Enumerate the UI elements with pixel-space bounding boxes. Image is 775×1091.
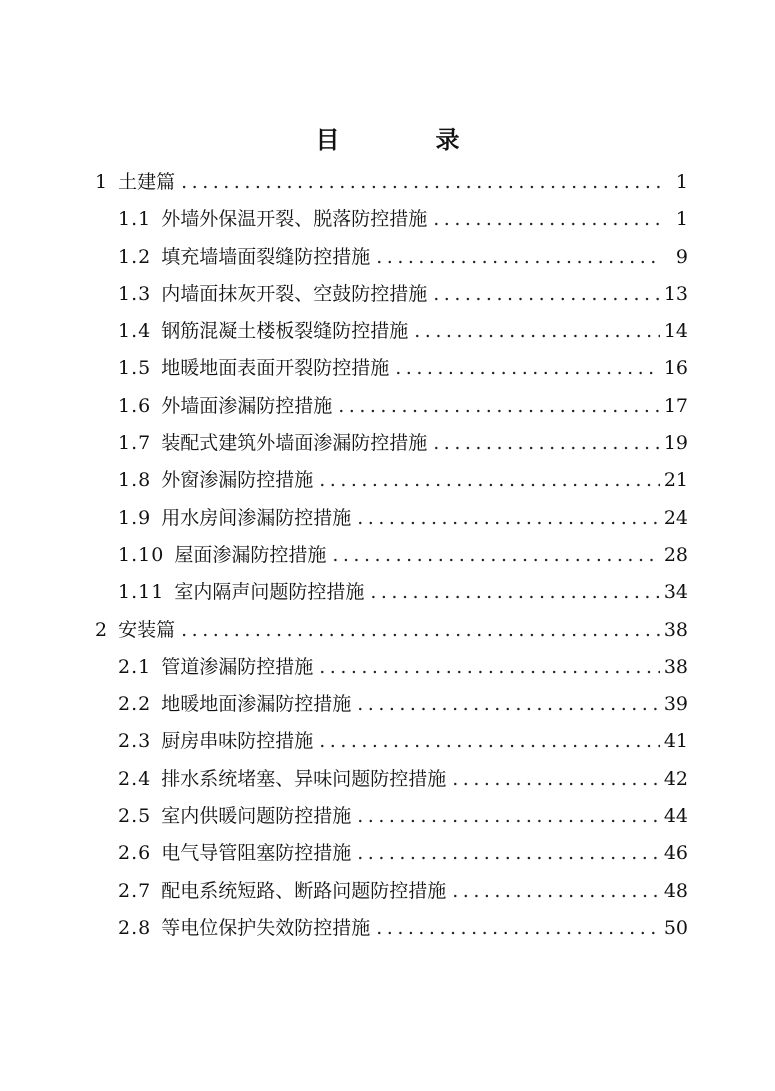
toc-entry-number: 2.5 xyxy=(118,805,152,828)
toc-entry-page-number: 48 xyxy=(663,879,688,902)
toc-dot-leader xyxy=(319,723,660,760)
toc-entry-title: 地暖地面表面开裂防控措施 xyxy=(161,357,390,380)
toc-dot-leader xyxy=(433,425,660,462)
toc-entry-number: 2.4 xyxy=(118,767,152,790)
toc-entry-number: 1.7 xyxy=(118,432,152,455)
toc-entry-page-number: 16 xyxy=(663,357,688,380)
toc-entry[interactable] xyxy=(95,574,688,611)
toc-entry[interactable] xyxy=(95,873,688,910)
toc-entry-number: 1.5 xyxy=(118,357,152,380)
toc-entry-number: 2.1 xyxy=(118,655,152,678)
toc-dot-leader xyxy=(181,164,662,201)
toc-dot-leader xyxy=(319,462,660,499)
toc-entry-title: 土建篇 xyxy=(118,171,176,193)
toc-entry[interactable] xyxy=(95,313,688,350)
toc-entry[interactable] xyxy=(95,686,688,723)
toc-entry[interactable] xyxy=(95,761,688,798)
toc-dot-leader xyxy=(319,649,660,686)
toc-entry[interactable] xyxy=(95,350,688,387)
toc-entry-number: 2.3 xyxy=(118,730,152,753)
toc-entry-number: 2.8 xyxy=(118,916,152,939)
toc-entry-page-number: 38 xyxy=(663,655,688,678)
toc-list xyxy=(95,164,688,947)
toc-dot-leader xyxy=(357,798,660,835)
toc-entry-number: 2.7 xyxy=(118,879,152,902)
toc-entry-number: 1.2 xyxy=(118,245,152,268)
toc-entry-page-number: 50 xyxy=(663,916,688,939)
toc-entry-page-number: 1 xyxy=(675,171,688,193)
toc-entry[interactable] xyxy=(95,649,688,686)
toc-entry[interactable] xyxy=(95,201,688,238)
toc-entry-page-number: 1 xyxy=(675,208,688,231)
toc-dot-leader xyxy=(357,500,660,537)
toc-entry-title: 电气导管阻塞防控措施 xyxy=(161,842,352,865)
toc-entry-title: 用水房间渗漏防控措施 xyxy=(161,506,352,529)
toc-entry-title: 外墙外保温开裂、脱落防控措施 xyxy=(161,208,428,231)
toc-entry-number: 1.11 xyxy=(118,581,165,604)
toc-entry[interactable] xyxy=(95,276,688,313)
toc-entry[interactable] xyxy=(95,388,688,425)
toc-entry-title: 室内供暖问题防控措施 xyxy=(161,805,352,828)
toc-dot-leader xyxy=(370,574,659,611)
toc-dot-leader xyxy=(376,910,660,947)
toc-dot-leader xyxy=(332,537,659,574)
toc-dot-leader xyxy=(357,686,660,723)
toc-entry-title: 钢筋混凝土楼板裂缝防控措施 xyxy=(161,320,409,343)
toc-entry[interactable] xyxy=(95,612,688,649)
toc-entry[interactable] xyxy=(95,239,688,276)
toc-entry-page-number: 34 xyxy=(663,581,688,604)
toc-entry-page-number: 38 xyxy=(663,618,688,641)
page-title: 目 录 xyxy=(315,125,496,154)
toc-entry[interactable] xyxy=(95,425,688,462)
toc-entry-page-number: 24 xyxy=(663,506,688,529)
toc-entry-page-number: 17 xyxy=(663,394,688,417)
toc-entry[interactable] xyxy=(95,537,688,574)
toc-entry-title: 填充墙墙面裂缝防控措施 xyxy=(161,245,371,268)
toc-dot-leader xyxy=(433,201,662,238)
toc-entry-number: 2 xyxy=(95,618,109,641)
toc-entry-page-number: 41 xyxy=(663,730,688,753)
toc-entry-page-number: 28 xyxy=(663,543,688,566)
toc-entry-number: 1.8 xyxy=(118,469,152,492)
toc-entry[interactable] xyxy=(95,164,688,201)
toc-entry-number: 1.10 xyxy=(118,543,165,566)
toc-entry[interactable] xyxy=(95,910,688,947)
toc-entry-title: 内墙面抹灰开裂、空鼓防控措施 xyxy=(161,282,428,305)
toc-entry[interactable] xyxy=(95,835,688,872)
toc-dot-leader xyxy=(433,276,660,313)
toc-entry-title: 排水系统堵塞、异味问题防控措施 xyxy=(161,767,447,790)
toc-entry-page-number: 42 xyxy=(663,767,688,790)
toc-entry-title: 地暖地面渗漏防控措施 xyxy=(161,693,352,716)
toc-entry[interactable] xyxy=(95,798,688,835)
toc-entry-page-number: 9 xyxy=(675,245,688,268)
toc-entry-title: 装配式建筑外墙面渗漏防控措施 xyxy=(161,432,428,455)
toc-dot-leader xyxy=(452,873,660,910)
toc-dot-leader xyxy=(414,313,660,350)
toc-dot-leader xyxy=(338,388,660,425)
toc-entry[interactable] xyxy=(95,723,688,760)
toc-entry-number: 1 xyxy=(95,171,109,193)
toc-entry-title: 屋面渗漏防控措施 xyxy=(174,543,327,566)
toc-entry-page-number: 44 xyxy=(663,805,688,828)
toc-dot-leader xyxy=(181,612,660,649)
toc-entry-title: 安装篇 xyxy=(118,618,176,641)
toc-entry-title: 室内隔声问题防控措施 xyxy=(174,581,365,604)
toc-entry-title: 外墙面渗漏防控措施 xyxy=(161,394,333,417)
toc-entry-title: 管道渗漏防控措施 xyxy=(161,655,314,678)
toc-entry-number: 1.3 xyxy=(118,282,152,305)
toc-entry-title: 厨房串味防控措施 xyxy=(161,730,314,753)
toc-dot-leader xyxy=(357,835,660,872)
toc-entry-number: 1.9 xyxy=(118,506,152,529)
toc-entry[interactable] xyxy=(95,462,688,499)
toc-dot-leader xyxy=(395,350,660,387)
toc-entry-title: 等电位保护失效防控措施 xyxy=(161,916,371,939)
toc-entry-number: 2.2 xyxy=(118,693,152,716)
toc-entry-page-number: 13 xyxy=(663,282,688,305)
toc-entry-number: 1.6 xyxy=(118,394,152,417)
toc-entry[interactable] xyxy=(95,500,688,537)
toc-dot-leader xyxy=(452,761,660,798)
toc-entry-title: 外窗渗漏防控措施 xyxy=(161,469,314,492)
toc-entry-page-number: 39 xyxy=(663,693,688,716)
toc-dot-leader xyxy=(376,239,662,276)
toc-entry-number: 1.1 xyxy=(118,208,152,231)
toc-entry-page-number: 46 xyxy=(663,842,688,865)
toc-entry-page-number: 14 xyxy=(663,320,688,343)
toc-entry-page-number: 19 xyxy=(663,432,688,455)
toc-entry-number: 2.6 xyxy=(118,842,152,865)
toc-entry-title: 配电系统短路、断路问题防控措施 xyxy=(161,879,447,902)
toc-entry-page-number: 21 xyxy=(663,469,688,492)
toc-entry-number: 1.4 xyxy=(118,320,152,343)
